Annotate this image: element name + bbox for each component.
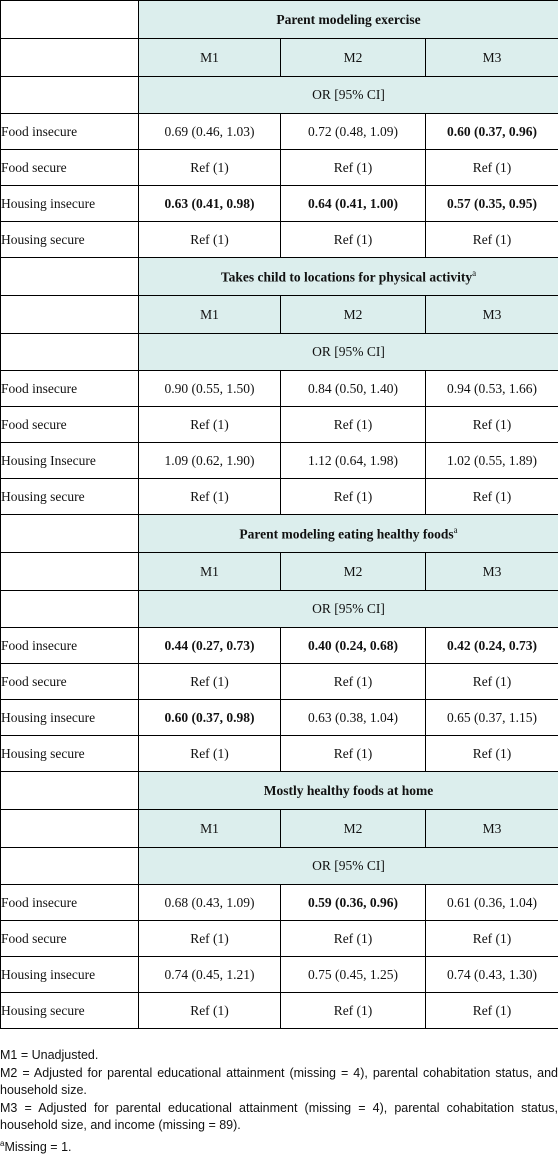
- or-value-cell: 0.60 (0.37, 0.98): [139, 700, 281, 736]
- section-title-row: [1, 515, 558, 553]
- row-label: Housing secure: [1, 993, 139, 1029]
- or-value-cell: Ref (1): [426, 921, 558, 957]
- or-value-cell: 1.12 (0.64, 1.98): [281, 443, 426, 479]
- section-title: [139, 258, 558, 296]
- empty-corner-cell: [1, 258, 139, 296]
- or-value-cell: 0.74 (0.43, 1.30): [426, 957, 558, 993]
- section-title-text: Takes child to locations for physical activity: [220, 269, 473, 285]
- or-value-cell: Ref (1): [139, 736, 281, 772]
- section-title: [139, 1, 558, 39]
- or-value-cell: Ref (1): [426, 407, 558, 443]
- table-row: [1, 993, 558, 1029]
- section-title-note: a: [453, 524, 458, 535]
- or-value-cell: Ref (1): [139, 921, 281, 957]
- empty-corner-cell: [1, 810, 139, 848]
- empty-corner-cell: [1, 848, 139, 885]
- section-title-row: [1, 1, 558, 39]
- or-value-cell: 0.42 (0.24, 0.73): [426, 628, 558, 664]
- model-label: M3: [426, 553, 558, 591]
- or-value-cell: Ref (1): [426, 993, 558, 1029]
- or-header-row: [1, 334, 558, 371]
- or-value-cell: Ref (1): [281, 736, 426, 772]
- section-title-note: a: [472, 267, 477, 278]
- empty-corner-cell: [1, 296, 139, 334]
- or-value-cell: Ref (1): [139, 479, 281, 515]
- or-value-cell: 0.75 (0.45, 1.25): [281, 957, 426, 993]
- section-title-row: [1, 258, 558, 296]
- row-label: Housing secure: [1, 736, 139, 772]
- model-header-row: [1, 296, 558, 334]
- model-label: M3: [426, 296, 558, 334]
- table-row: [1, 921, 558, 957]
- row-label: Food secure: [1, 921, 139, 957]
- or-value-cell: Ref (1): [139, 664, 281, 700]
- or-value-cell: Ref (1): [139, 993, 281, 1029]
- or-value-cell: 0.74 (0.45, 1.21): [139, 957, 281, 993]
- or-value-cell: 0.44 (0.27, 0.73): [139, 628, 281, 664]
- or-header-row: [1, 77, 558, 114]
- table-row: [1, 186, 558, 222]
- or-value-cell: Ref (1): [139, 150, 281, 186]
- or-value-cell: 0.40 (0.24, 0.68): [281, 628, 426, 664]
- or-value-cell: 0.84 (0.50, 1.40): [281, 371, 426, 407]
- row-label: Food secure: [1, 407, 139, 443]
- or-value-cell: Ref (1): [281, 664, 426, 700]
- or-value-cell: Ref (1): [139, 407, 281, 443]
- row-label: Food insecure: [1, 114, 139, 150]
- or-value-cell: Ref (1): [281, 921, 426, 957]
- footnote-a: [0, 1135, 558, 1157]
- section-title: [139, 772, 558, 810]
- model-label: M3: [426, 39, 558, 77]
- or-value-cell: 0.63 (0.41, 0.98): [139, 186, 281, 222]
- or-value-cell: 0.90 (0.55, 1.50): [139, 371, 281, 407]
- or-value-cell: Ref (1): [426, 664, 558, 700]
- model-label: M2: [281, 810, 426, 848]
- or-value-cell: 1.02 (0.55, 1.89): [426, 443, 558, 479]
- table-row: [1, 150, 558, 186]
- model-label: M2: [281, 553, 426, 591]
- row-label: Food insecure: [1, 371, 139, 407]
- footnote-a-marker: a: [0, 1138, 5, 1148]
- table-row: [1, 443, 558, 479]
- or-value-cell: 0.72 (0.48, 1.09): [281, 114, 426, 150]
- section-title-text: Parent modeling eating healthy foods: [239, 526, 454, 542]
- or-value-cell: 0.60 (0.37, 0.96): [426, 114, 558, 150]
- table-row: [1, 222, 558, 258]
- row-label: Housing insecure: [1, 186, 139, 222]
- or-value-cell: Ref (1): [281, 479, 426, 515]
- footnote-m3: M3 = Adjusted for parental educational attainment (missing = 4), parental cohabitation status, household size, and income (missing = 89).: [0, 1100, 558, 1132]
- empty-corner-cell: [1, 77, 139, 114]
- empty-corner-cell: [1, 1, 139, 39]
- table-row: [1, 407, 558, 443]
- or-value-cell: Ref (1): [281, 407, 426, 443]
- table-row: [1, 479, 558, 515]
- or-value-cell: 0.68 (0.43, 1.09): [139, 885, 281, 921]
- table-row: [1, 628, 558, 664]
- footnote-m1: M1 = Unadjusted.: [0, 1048, 99, 1062]
- row-label: Housing insecure: [1, 957, 139, 993]
- or-value-cell: 0.94 (0.53, 1.66): [426, 371, 558, 407]
- section-title: [139, 515, 558, 553]
- model-label: M1: [139, 39, 281, 77]
- model-label: M1: [139, 553, 281, 591]
- section-title-row: [1, 772, 558, 810]
- model-label: M1: [139, 296, 281, 334]
- or-header: OR [95% CI]: [139, 77, 558, 114]
- model-label: M2: [281, 296, 426, 334]
- or-value-cell: 0.57 (0.35, 0.95): [426, 186, 558, 222]
- empty-corner-cell: [1, 553, 139, 591]
- table-row: [1, 885, 558, 921]
- table-row: [1, 957, 558, 993]
- or-value-cell: Ref (1): [426, 736, 558, 772]
- empty-corner-cell: [1, 334, 139, 371]
- model-label: M1: [139, 810, 281, 848]
- model-header-row: [1, 810, 558, 848]
- empty-corner-cell: [1, 515, 139, 553]
- or-value-cell: Ref (1): [426, 479, 558, 515]
- row-label: Food secure: [1, 150, 139, 186]
- or-value-cell: 0.65 (0.37, 1.15): [426, 700, 558, 736]
- table-row: [1, 371, 558, 407]
- or-value-cell: 0.69 (0.46, 1.03): [139, 114, 281, 150]
- table-row: [1, 664, 558, 700]
- table-row: [1, 736, 558, 772]
- table-row: [1, 114, 558, 150]
- table-row: [1, 700, 558, 736]
- footnotes: [0, 1047, 558, 1156]
- or-value-cell: Ref (1): [426, 222, 558, 258]
- section-title-text: Mostly healthy foods at home: [263, 782, 434, 798]
- section-title-text: Parent modeling exercise: [276, 11, 421, 27]
- or-value-cell: Ref (1): [281, 150, 426, 186]
- row-label: Food secure: [1, 664, 139, 700]
- or-header: OR [95% CI]: [139, 848, 558, 885]
- model-header-row: [1, 39, 558, 77]
- or-value-cell: Ref (1): [426, 150, 558, 186]
- table-body: [1, 1, 558, 1029]
- row-label: Housing secure: [1, 222, 139, 258]
- or-value-cell: Ref (1): [281, 222, 426, 258]
- or-value-cell: Ref (1): [139, 222, 281, 258]
- row-label: Food insecure: [1, 628, 139, 664]
- or-value-cell: 0.63 (0.38, 1.04): [281, 700, 426, 736]
- or-header-row: [1, 591, 558, 628]
- or-value-cell: 0.59 (0.36, 0.96): [281, 885, 426, 921]
- or-header-row: [1, 848, 558, 885]
- or-header: OR [95% CI]: [139, 591, 558, 628]
- footnote-m2: M2 = Adjusted for parental educational attainment (missing = 4), parental cohabitation status, and household size.: [0, 1065, 558, 1097]
- or-value-cell: Ref (1): [281, 993, 426, 1029]
- empty-corner-cell: [1, 591, 139, 628]
- row-label: Food insecure: [1, 885, 139, 921]
- row-label: Housing insecure: [1, 700, 139, 736]
- footnote-a-text: Missing = 1.: [4, 1139, 72, 1154]
- or-header: OR [95% CI]: [139, 334, 558, 371]
- or-value-cell: 0.64 (0.41, 1.00): [281, 186, 426, 222]
- model-header-row: [1, 553, 558, 591]
- model-label: M3: [426, 810, 558, 848]
- model-label: M2: [281, 39, 426, 77]
- row-label: Housing Insecure: [1, 443, 139, 479]
- empty-corner-cell: [1, 772, 139, 810]
- row-label: Housing secure: [1, 479, 139, 515]
- empty-corner-cell: [1, 39, 139, 77]
- or-value-cell: 1.09 (0.62, 1.90): [139, 443, 281, 479]
- or-value-cell: 0.61 (0.36, 1.04): [426, 885, 558, 921]
